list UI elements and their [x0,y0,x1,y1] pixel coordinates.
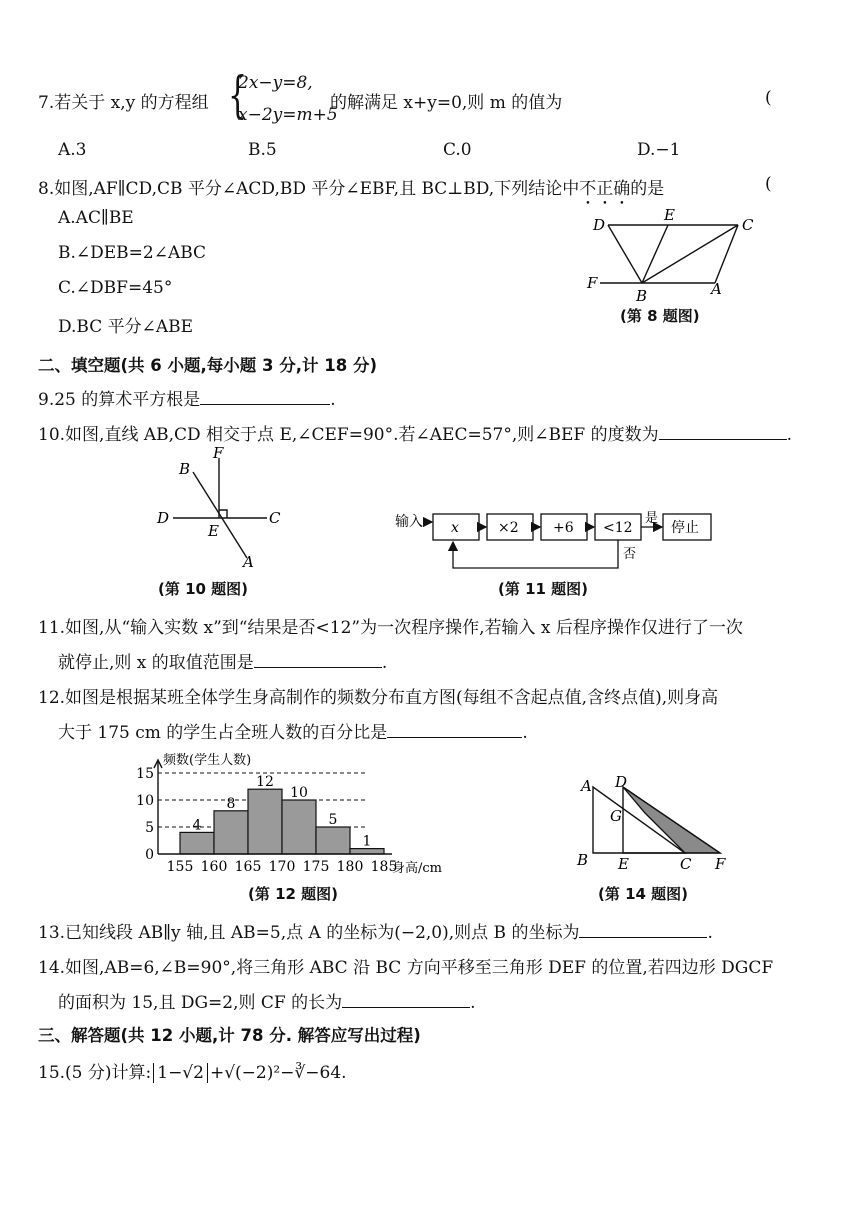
q10-label-d: D [157,509,170,527]
q14-label-d: D [615,773,628,791]
q11-line-1: 11.如图,从“输入实数 x”到“结果是否<12”为一次程序操作,若输入 x 后程序操作仅进行了一次 [38,618,743,638]
q15-abs-close [204,1063,208,1083]
hist-bar [214,811,248,854]
q8-stem [38,174,664,209]
q10-label-f: F [213,444,224,462]
q14-label-g: G [610,807,622,825]
q14-label-e: E [618,855,629,873]
q8-option-d: D.BC 平分∠ABE [58,317,194,337]
q8-line-bd [608,225,642,283]
hist-bar [180,832,214,854]
q11-box-x-label: x [451,520,459,536]
hist-y-axis-title: 频数(学生人数) [163,753,252,768]
q7-text-pre: 7.若关于 x,y 的方程组 [38,93,209,113]
q11-line-2: 就停止,则 x 的取值范围是 . [58,653,388,673]
hist-bar [248,789,282,854]
hist-bar-value-label: 4 [192,817,202,834]
q14-label-b: B [577,851,589,869]
hist-y-tick-label: 15 [136,766,154,782]
q13-text: 13.已知线段 AB∥y 轴,且 AB=5,点 A 的坐标为(−2,0),则点 B 的坐标为 [38,923,580,943]
q8-option-b: B.∠DEB=2∠ABC [58,243,207,263]
section-2-heading: 二、填空题(共 6 小题,每小题 3 分,计 18 分) [38,356,378,375]
q12-histogram [130,748,480,878]
q13-answer-blank[interactable] [579,936,707,938]
q11-yes-label: 是 [645,511,659,526]
q14-label-f: F [715,855,726,873]
q11-arrow-no-loop [453,540,618,568]
q7-eq2: x−2y=m+5 [238,105,338,125]
q10-label-c: C [269,509,281,527]
q14-label-a: A [581,777,592,795]
q7-option-b: B.5 [248,140,277,160]
q8-line-ac [715,225,738,283]
q7-answer-paren: ( [765,88,772,108]
q8-label-c: C [742,216,754,234]
q12-line-2-text: 大于 175 cm 的学生占全班人数的百分比是 [58,723,388,743]
q15-stem [38,1058,347,1083]
hist-x-tick-label: 165 [234,859,262,875]
q8-answer-paren: ( [765,174,772,194]
q11-box-lt12-label: <12 [603,520,633,536]
q8-label-e: E [664,206,675,224]
q7-option-d: D.−1 [637,140,681,160]
hist-bar-value-label: 12 [256,774,274,791]
hist-bar-value-label: 1 [362,833,372,850]
q13-stem: 13.已知线段 AB∥y 轴,且 AB=5,点 A 的坐标为(−2,0),则点 B 的坐标为 . [38,923,713,943]
q11-flowchart [395,508,715,578]
q10-line-ba [193,472,247,558]
q15-text-rest: +√(−2)²−∛−64. [209,1063,347,1083]
q10-answer-blank[interactable] [659,438,787,440]
q11-input-label: 输入 [395,514,423,530]
q11-box-times2-label: ×2 [498,520,519,536]
q8-text-pre: 8.如图,AF∥CD,CB 平分∠ACD,BD 平分∠EBF,且 BC⊥BD,下列结论中 [38,179,580,199]
q14-line-1: 14.如图,AB=6,∠B=90°,将三角形 ABC 沿 BC 方向平移至三角形 DEF 的位置,若四边形 DGCF [38,958,774,978]
q12-answer-blank[interactable] [387,736,522,738]
q12-figure-caption: (第 12 题图) [248,885,339,903]
q14-label-c: C [680,855,692,873]
q9-text: 9.25 的算术平方根是 [38,390,201,410]
q8-line-bc [642,225,738,283]
q15-text-pre: 15.(5 分)计算: [38,1063,152,1083]
q11-answer-blank[interactable] [254,666,382,668]
hist-x-tick-label: 160 [200,859,228,875]
q8-line-be [642,225,668,283]
q7-option-a: A.3 [58,140,87,160]
q15-abs-inner: 1−√2 [157,1063,204,1083]
hist-x-tick-label: 155 [166,859,194,875]
q14-answer-blank[interactable] [342,1006,470,1008]
hist-x-tick-label: 185 [370,859,398,875]
hist-y-tick-label: 0 [145,847,154,863]
hist-x-axis-title: 身高/cm [392,861,442,876]
q10-label-a: A [243,553,254,571]
q11-box-plus6-label: +6 [553,520,574,536]
q14-line-2: 的面积为 15,且 DG=2,则 CF 的长为 . [58,993,476,1013]
q8-label-a: A [711,280,722,298]
hist-bar-value-label: 8 [226,795,236,812]
hist-bar-value-label: 10 [290,785,308,801]
hist-bar-value-label: 5 [328,812,338,828]
hist-x-tick-label: 180 [336,859,364,875]
q8-label-f: F [587,274,598,292]
hist-bar [282,800,316,854]
q11-line-2-text: 就停止,则 x 的取值范围是 [58,653,254,673]
q8-figure-caption: (第 8 题图) [620,307,700,325]
q8-label-d: D [593,216,606,234]
hist-x-tick-label: 170 [268,859,296,875]
q10-text: 10.如图,直线 AB,CD 相交于点 E,∠CEF=90°.若∠AEC=57°,则∠BEF 的度数为 [38,425,659,445]
q12-line-1: 12.如图是根据某班全体学生身高制作的频数分布直方图(每组不含起点值,含终点值),则身高 [38,688,719,708]
q7-stem [38,88,209,113]
q9-answer-blank[interactable] [200,403,330,405]
q8-text-emphasis: 不正确 [579,179,631,199]
q14-figure [575,775,735,875]
q8-text-post: 的是 [630,179,665,199]
q8-figure [587,205,760,305]
hist-bar [316,827,350,854]
q11-no-label: 否 [623,547,637,562]
section-3-heading: 三、解答题(共 12 小题,计 78 分. 解答应写出过程) [38,1026,421,1045]
q7-eq1: 2x−y=8, [238,73,313,93]
q8-option-c: C.∠DBF=45° [58,278,173,298]
q10-label-b: B [179,460,191,478]
q10-label-e: E [208,522,219,540]
q8-label-b: B [636,287,648,305]
hist-y-tick-label: 5 [145,820,154,836]
q14-line-2-text: 的面积为 15,且 DG=2,则 CF 的长为 [58,993,343,1013]
q14-figure-caption: (第 14 题图) [598,885,689,903]
q7-option-c: C.0 [443,140,472,160]
q8-option-a: A.AC∥BE [58,208,134,228]
q7-text-post: 的解满足 x+y=0,则 m 的值为 [330,93,563,113]
q10-stem: 10.如图,直线 AB,CD 相交于点 E,∠CEF=90°.若∠AEC=57°,则∠BEF 的度数为 . [38,425,792,445]
q11-figure-caption: (第 11 题图) [498,580,589,598]
q11-box-stop-label: 停止 [671,520,699,536]
q12-line-2: 大于 175 cm 的学生占全班人数的百分比是 . [58,723,528,743]
q7-brace: { [228,66,248,124]
q9-stem: 9.25 的算术平方根是 . [38,390,336,410]
q10-right-angle-mark [219,510,227,518]
q10-figure [155,444,290,571]
hist-x-tick-label: 175 [302,859,330,875]
q10-figure-caption: (第 10 题图) [158,580,249,598]
hist-y-tick-label: 10 [136,793,154,809]
